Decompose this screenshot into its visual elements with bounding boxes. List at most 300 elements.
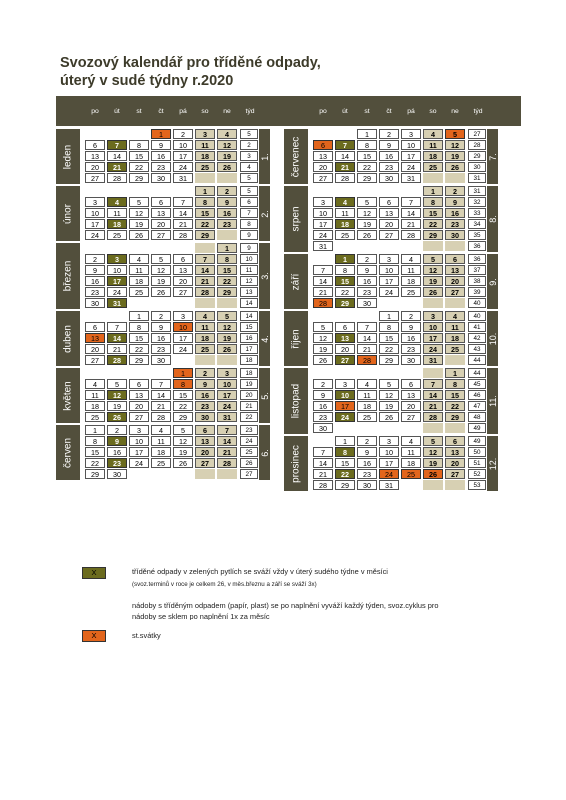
day-cell: 5	[151, 254, 171, 264]
day-cell: 22	[423, 219, 443, 229]
day-cell	[445, 241, 465, 251]
month-number	[487, 368, 498, 434]
legend-glass-text-1: nádoby s tříděným odpadem (papír, plast) se po naplnění vyváží každý týden, svoz.cyklus pro	[132, 601, 439, 610]
day-cell: 1	[173, 368, 193, 378]
day-cell: 3	[129, 425, 149, 435]
day-cell: 22	[379, 344, 399, 354]
day-column	[400, 254, 422, 309]
week-number: 2	[240, 140, 258, 150]
week-number: 18	[240, 355, 258, 365]
day-cell: 7	[313, 265, 333, 275]
day-cell	[151, 186, 171, 196]
day-cell: 17	[335, 401, 355, 411]
month-number	[259, 243, 270, 309]
week-number: 21	[240, 401, 258, 411]
day-cell	[195, 243, 215, 253]
day-cell: 3	[107, 254, 127, 264]
month-grid	[84, 425, 258, 480]
day-cell: 11	[195, 140, 215, 150]
month-number	[487, 186, 498, 252]
day-cell: 16	[445, 208, 465, 218]
day-cell: 29	[423, 230, 443, 240]
day-cell: 17	[217, 390, 237, 400]
day-cell: 17	[313, 219, 333, 229]
day-column	[216, 129, 238, 184]
day-cell	[195, 469, 215, 479]
day-cell: 19	[445, 151, 465, 161]
day-cell: 21	[107, 344, 127, 354]
day-column	[172, 368, 194, 423]
day-cell: 6	[445, 436, 465, 446]
day-column	[334, 311, 356, 366]
day-cell: 23	[85, 287, 105, 297]
day-cell: 27	[173, 287, 193, 297]
day-cell: 6	[445, 254, 465, 264]
day-column	[194, 129, 216, 184]
day-cell: 26	[357, 230, 377, 240]
day-cell: 18	[195, 333, 215, 343]
week-number: 26	[240, 458, 258, 468]
weekday-header	[56, 96, 293, 126]
weekday-label: pá	[407, 107, 415, 115]
day-cell: 30	[151, 173, 171, 183]
day-cell: 6	[85, 140, 105, 150]
day-cell: 26	[173, 458, 193, 468]
day-column	[84, 243, 106, 309]
day-cell: 9	[151, 140, 171, 150]
weekday-label: čt	[386, 107, 392, 115]
day-cell: 20	[85, 344, 105, 354]
day-cell	[195, 298, 215, 308]
day-cell: 29	[445, 412, 465, 422]
day-column	[312, 368, 334, 434]
day-cell: 31	[313, 241, 333, 251]
month-number-text: 5.	[259, 391, 270, 400]
day-cell: 14	[195, 265, 215, 275]
day-cell: 15	[195, 208, 215, 218]
day-cell: 18	[335, 219, 355, 229]
day-cell: 11	[151, 436, 171, 446]
day-cell: 7	[335, 140, 355, 150]
day-cell: 3	[379, 436, 399, 446]
week-number: 8	[240, 219, 258, 229]
day-cell: 12	[151, 265, 171, 275]
month-name-text: září	[290, 273, 302, 290]
month-block	[284, 254, 521, 309]
day-cell: 27	[379, 230, 399, 240]
week-number: 11	[240, 265, 258, 275]
day-cell: 25	[129, 287, 149, 297]
day-cell: 7	[217, 425, 237, 435]
week-number: 35	[468, 230, 486, 240]
day-cell: 8	[357, 140, 377, 150]
month-grid	[84, 311, 258, 366]
week-number: 14	[240, 298, 258, 308]
week-number: 46	[468, 390, 486, 400]
day-cell: 1	[335, 254, 355, 264]
legend-holiday-text: st.svátky	[132, 631, 161, 640]
week-number-column	[240, 129, 258, 184]
day-cell: 28	[173, 230, 193, 240]
day-cell: 8	[195, 197, 215, 207]
day-cell: 26	[313, 355, 333, 365]
day-cell: 18	[401, 458, 421, 468]
day-cell	[195, 173, 215, 183]
month-block	[56, 368, 293, 423]
day-cell: 12	[129, 208, 149, 218]
day-cell: 17	[129, 447, 149, 457]
day-cell: 20	[85, 162, 105, 172]
day-column	[128, 129, 150, 184]
day-cell: 28	[423, 412, 443, 422]
day-column	[444, 129, 466, 184]
day-cell: 15	[173, 390, 193, 400]
day-cell: 21	[217, 447, 237, 457]
month-name-text: březen	[62, 260, 74, 292]
day-cell: 10	[335, 390, 355, 400]
day-cell: 21	[313, 287, 333, 297]
day-cell	[85, 311, 105, 321]
day-cell: 30	[379, 173, 399, 183]
day-cell: 31	[217, 412, 237, 422]
day-cell: 21	[423, 401, 443, 411]
day-column	[172, 425, 194, 480]
week-number: 50	[468, 447, 486, 457]
day-cell: 4	[217, 129, 237, 139]
day-cell	[379, 298, 399, 308]
week-number-column	[240, 425, 258, 480]
day-cell: 22	[173, 401, 193, 411]
day-cell: 17	[173, 333, 193, 343]
day-cell: 14	[401, 208, 421, 218]
day-cell: 10	[173, 322, 193, 332]
title-line-2: úterý v sudé týdny r.2020	[60, 73, 234, 89]
day-column	[400, 436, 422, 491]
day-cell: 29	[217, 287, 237, 297]
day-cell: 16	[379, 151, 399, 161]
day-column	[194, 186, 216, 241]
day-cell: 16	[357, 458, 377, 468]
day-cell	[445, 173, 465, 183]
day-cell: 18	[107, 219, 127, 229]
day-cell: 17	[423, 333, 443, 343]
day-cell: 5	[173, 425, 193, 435]
day-cell: 21	[335, 162, 355, 172]
week-number-column	[468, 254, 486, 309]
day-cell: 8	[217, 254, 237, 264]
day-cell: 16	[195, 390, 215, 400]
day-cell: 17	[173, 151, 193, 161]
week-number: 31	[468, 186, 486, 196]
week-number: 42	[468, 333, 486, 343]
day-cell	[129, 469, 149, 479]
week-number: 14	[240, 311, 258, 321]
weekday-label: st	[136, 107, 142, 115]
day-cell: 24	[217, 401, 237, 411]
month-number-text: 8.	[487, 215, 498, 223]
day-cell: 19	[173, 447, 193, 457]
week-number: 17	[240, 344, 258, 354]
day-cell: 15	[217, 265, 237, 275]
day-cell: 28	[401, 230, 421, 240]
day-cell: 21	[107, 162, 127, 172]
week-number: 22	[240, 412, 258, 422]
day-cell: 7	[107, 140, 127, 150]
day-cell: 15	[423, 208, 443, 218]
day-column	[172, 186, 194, 241]
day-cell: 8	[335, 265, 355, 275]
day-cell: 25	[357, 412, 377, 422]
day-cell: 22	[335, 287, 355, 297]
week-number: 41	[468, 322, 486, 332]
day-cell: 11	[129, 265, 149, 275]
day-cell: 13	[85, 333, 105, 343]
month-number	[259, 368, 270, 423]
calendar-left-column	[56, 96, 293, 482]
day-cell: 12	[379, 390, 399, 400]
day-cell: 23	[401, 344, 421, 354]
day-cell: 4	[107, 197, 127, 207]
day-cell	[151, 368, 171, 378]
week-number: 5	[240, 186, 258, 196]
week-number: 36	[468, 241, 486, 251]
month-name-text: květen	[62, 380, 74, 411]
month-number	[259, 311, 270, 366]
day-cell	[173, 243, 193, 253]
day-cell: 14	[173, 208, 193, 218]
weekday-label: st	[364, 107, 370, 115]
day-cell: 2	[313, 379, 333, 389]
day-cell: 12	[217, 140, 237, 150]
month-block	[284, 311, 521, 366]
day-column	[334, 129, 356, 184]
month-number-text: 6.	[259, 448, 270, 457]
day-cell	[335, 129, 355, 139]
day-cell: 13	[445, 447, 465, 457]
week-number-column	[468, 311, 486, 366]
month-number-text: 1.	[259, 152, 270, 161]
week-number: 5	[240, 129, 258, 139]
month-block	[56, 243, 293, 309]
day-column	[400, 368, 422, 434]
day-cell: 21	[313, 469, 333, 479]
day-cell: 13	[85, 151, 105, 161]
week-number: 13	[240, 287, 258, 297]
day-cell: 27	[335, 355, 355, 365]
day-column	[422, 436, 444, 491]
day-cell: 30	[85, 298, 105, 308]
day-cell: 15	[335, 458, 355, 468]
day-cell	[357, 186, 377, 196]
day-cell: 16	[85, 276, 105, 286]
day-cell: 14	[335, 151, 355, 161]
day-cell: 12	[173, 436, 193, 446]
day-cell: 6	[151, 197, 171, 207]
week-number: 49	[468, 423, 486, 433]
week-number-column	[468, 368, 486, 434]
day-column	[172, 243, 194, 309]
month-name-text: říjen	[290, 328, 302, 349]
day-cell: 1	[445, 368, 465, 378]
week-number: 44	[468, 355, 486, 365]
month-grid	[312, 368, 486, 434]
day-cell: 1	[357, 129, 377, 139]
day-cell: 18	[151, 447, 171, 457]
day-cell: 20	[313, 162, 333, 172]
day-cell: 1	[129, 311, 149, 321]
day-cell: 4	[357, 379, 377, 389]
week-number: 45	[468, 379, 486, 389]
day-column	[312, 186, 334, 252]
week-number: 40	[468, 311, 486, 321]
day-cell: 26	[151, 287, 171, 297]
day-cell: 9	[217, 197, 237, 207]
day-cell: 22	[129, 344, 149, 354]
day-column	[312, 436, 334, 491]
day-column	[216, 186, 238, 241]
day-cell: 18	[445, 333, 465, 343]
week-number: 15	[240, 322, 258, 332]
day-cell: 27	[445, 469, 465, 479]
week-number: 32	[468, 197, 486, 207]
day-cell: 21	[195, 276, 215, 286]
day-cell: 9	[151, 322, 171, 332]
day-cell: 19	[129, 219, 149, 229]
week-number: 30	[468, 162, 486, 172]
week-number: 18	[240, 368, 258, 378]
day-cell: 26	[445, 162, 465, 172]
day-column	[150, 311, 172, 366]
day-cell	[445, 355, 465, 365]
day-cell: 25	[85, 412, 105, 422]
day-cell: 24	[107, 287, 127, 297]
day-cell: 7	[151, 379, 171, 389]
day-cell: 20	[445, 276, 465, 286]
day-column	[128, 368, 150, 423]
week-number: 27	[240, 469, 258, 479]
day-column	[128, 311, 150, 366]
day-column	[422, 129, 444, 184]
day-cell	[423, 298, 443, 308]
month-number-text: 3.	[259, 272, 270, 280]
day-cell: 18	[195, 151, 215, 161]
day-cell: 24	[85, 230, 105, 240]
week-number: 29	[468, 151, 486, 161]
month-block	[56, 311, 293, 366]
day-column	[312, 254, 334, 309]
day-cell	[335, 368, 355, 378]
day-cell: 4	[129, 254, 149, 264]
day-cell	[423, 173, 443, 183]
day-cell: 29	[357, 173, 377, 183]
day-cell: 28	[357, 355, 377, 365]
day-cell: 1	[217, 243, 237, 253]
weekday-label: čt	[158, 107, 164, 115]
day-cell: 12	[217, 322, 237, 332]
day-cell: 2	[173, 129, 193, 139]
day-cell: 30	[357, 480, 377, 490]
day-cell: 26	[423, 287, 443, 297]
week-number: 37	[468, 265, 486, 275]
day-cell: 20	[129, 401, 149, 411]
day-cell	[401, 298, 421, 308]
day-cell: 12	[357, 208, 377, 218]
day-cell: 28	[217, 458, 237, 468]
day-cell: 17	[85, 219, 105, 229]
day-cell: 23	[379, 162, 399, 172]
day-cell: 14	[313, 276, 333, 286]
day-cell: 27	[313, 173, 333, 183]
month-number-text: 11.	[487, 395, 498, 407]
day-cell: 9	[401, 322, 421, 332]
day-cell: 5	[313, 322, 333, 332]
week-number: 38	[468, 276, 486, 286]
day-cell	[423, 368, 443, 378]
day-cell: 26	[107, 412, 127, 422]
day-column	[216, 243, 238, 309]
day-cell: 22	[217, 276, 237, 286]
day-cell	[357, 423, 377, 433]
day-column	[194, 243, 216, 309]
day-cell: 21	[151, 401, 171, 411]
day-cell: 13	[195, 436, 215, 446]
day-cell: 27	[151, 230, 171, 240]
weekday-label: út	[114, 107, 120, 115]
day-column	[106, 368, 128, 423]
day-cell: 27	[129, 412, 149, 422]
day-cell: 18	[129, 276, 149, 286]
day-column	[378, 186, 400, 252]
day-cell	[313, 254, 333, 264]
day-cell: 2	[379, 129, 399, 139]
day-cell	[85, 243, 105, 253]
day-cell	[173, 355, 193, 365]
day-cell: 20	[335, 344, 355, 354]
day-cell	[151, 298, 171, 308]
month-block	[284, 129, 521, 184]
day-cell: 11	[401, 265, 421, 275]
day-cell	[401, 368, 421, 378]
day-cell: 3	[195, 129, 215, 139]
week-number: 12	[240, 276, 258, 286]
day-cell	[423, 480, 443, 490]
day-cell: 24	[129, 458, 149, 468]
day-cell: 17	[401, 151, 421, 161]
week-number: 36	[468, 254, 486, 264]
day-cell: 27	[401, 412, 421, 422]
day-cell: 13	[173, 265, 193, 275]
month-number-text: 2.	[259, 209, 270, 218]
day-column	[378, 368, 400, 434]
day-cell: 4	[85, 379, 105, 389]
day-cell: 6	[129, 379, 149, 389]
day-cell	[173, 186, 193, 196]
day-cell: 16	[151, 151, 171, 161]
day-cell: 23	[313, 412, 333, 422]
day-column	[334, 186, 356, 252]
day-column	[106, 129, 128, 184]
day-cell: 10	[401, 140, 421, 150]
day-column	[150, 425, 172, 480]
day-cell	[217, 298, 237, 308]
day-column	[356, 368, 378, 434]
day-column	[356, 311, 378, 366]
day-cell: 13	[151, 208, 171, 218]
day-cell	[445, 423, 465, 433]
day-column	[106, 243, 128, 309]
day-cell: 3	[401, 129, 421, 139]
month-name	[56, 129, 80, 184]
